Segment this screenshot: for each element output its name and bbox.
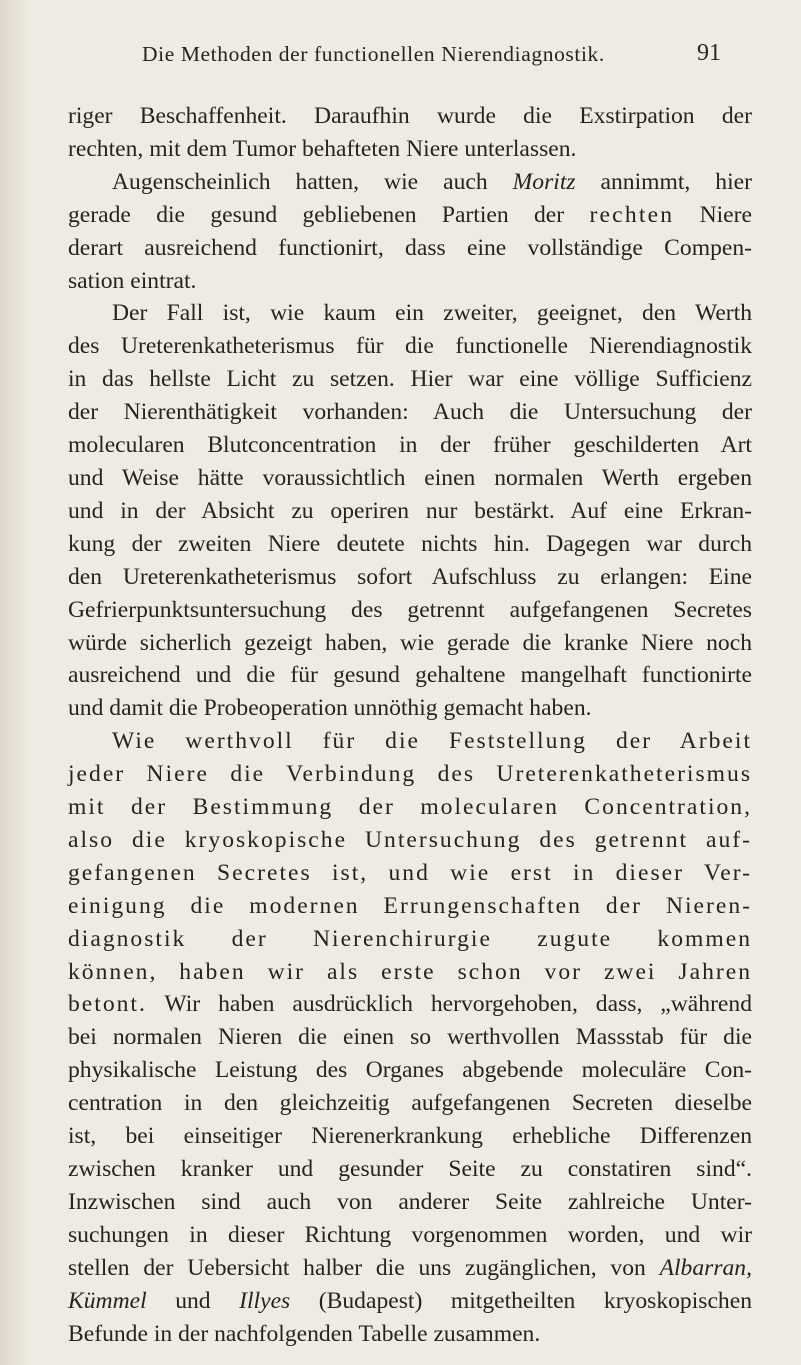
text-line: würde sicherlich gezeigt haben, wie gerade die kranke Niere noch bbox=[68, 629, 752, 656]
running-head: Die Methoden der functionellen Nierendiagnostik. bbox=[142, 42, 605, 66]
text-line: und Weise hätte voraussichtlich einen normalen Werth ergeben bbox=[68, 464, 752, 491]
spaced-text-line: können, haben wir als erste schon vor zwei Jahren bbox=[68, 958, 752, 985]
text-line: und damit die Probeoperation unnöthig gemacht haben. bbox=[68, 695, 592, 722]
spaced-text-line: diagnostik der Nierenchirurgie zugute kommen bbox=[68, 925, 752, 952]
text-line: des Ureterenkatheterismus für die functionelle Nierendiagnostik bbox=[68, 333, 752, 360]
text-line: den Ureterenkatheterismus sofort Aufschluss zu erlangen: Eine bbox=[68, 563, 752, 590]
text-line: rechten, mit dem Tumor behafteten Niere unterlassen. bbox=[68, 135, 577, 162]
text-line: Der Fall ist, wie kaum ein zweiter, geeignet, den Werth bbox=[112, 300, 752, 327]
spaced-text-line: mit der Bestimmung der molecularen Concentration, bbox=[68, 794, 752, 821]
paragraph-1 bbox=[68, 100, 752, 166]
text-line: und in der Absicht zu operiren nur bestärkt. Auf eine Erkran- bbox=[68, 497, 752, 524]
text-line: suchungen in dieser Richtung vorgenommen worden, und wir bbox=[68, 1221, 752, 1248]
paragraph-4 bbox=[68, 725, 752, 1350]
paragraph-2 bbox=[68, 166, 752, 298]
author-name: Albarran, bbox=[659, 1254, 752, 1281]
text-line: ausreichend und die für gesund gehaltene mangelhaft functionirte bbox=[68, 662, 752, 689]
text-line: zwischen kranker und gesunder Seite zu constatiren sind“. bbox=[68, 1156, 752, 1182]
emphasis-spaced: rechten bbox=[589, 201, 675, 228]
page-body bbox=[68, 100, 752, 1350]
spaced-text-line: also die kryoskopische Untersuchung des getrennt auf- bbox=[68, 826, 752, 853]
text-line: Kümmel und Illyes (Budapest) mitgetheilten kryoskopischen bbox=[68, 1287, 752, 1314]
spaced-text-line: gefangenen Secretes ist, und wie erst in dieser Ver- bbox=[68, 859, 752, 886]
text-line: riger Beschaffenheit. Daraufhin wurde die Exstirpation der bbox=[68, 103, 752, 129]
text-line: betont. Wir haben ausdrücklich hervorgehoben, dass, „während bbox=[68, 991, 752, 1018]
author-name: Kümmel bbox=[68, 1287, 147, 1314]
text-line: molecularen Blutconcentration in der früher geschilderten Art bbox=[68, 432, 752, 459]
text-line: in das hellste Licht zu setzen. Hier war eine völlige Sufficienz bbox=[68, 366, 752, 393]
author-name: Moritz bbox=[512, 168, 576, 195]
spaced-text-line: Wie werthvoll für die Feststellung der Arbeit bbox=[112, 728, 752, 755]
spaced-text-line: jeder Niere die Verbindung des Ureterenkatheterismus bbox=[68, 761, 752, 788]
text-line: Augenscheinlich hatten, wie auch Moritz annimmt, hier bbox=[112, 168, 752, 195]
text-line: physikalische Leistung des Organes abgebende moleculäre Con- bbox=[68, 1057, 752, 1084]
text-line: der Nierenthätigkeit vorhanden: Auch die Untersuchung der bbox=[68, 399, 752, 426]
text-line: stellen der Uebersicht halber die uns zugänglichen, von Albarran, bbox=[68, 1254, 752, 1281]
text-line: centration in den gleichzeitig aufgefangenen Secreten dieselbe bbox=[68, 1090, 752, 1117]
text-line: Inzwischen sind auch von anderer Seite zahlreiche Unter- bbox=[68, 1188, 752, 1215]
text-line: ist, bei einseitiger Nierenerkrankung erhebliche Differenzen bbox=[68, 1123, 752, 1150]
page-gutter-shadow bbox=[0, 0, 30, 1365]
text-line: Befunde in der nachfolgenden Tabelle zusammen. bbox=[68, 1320, 541, 1347]
text-line: bei normalen Nieren die einen so werthvollen Massstab für die bbox=[68, 1024, 752, 1051]
page-number: 91 bbox=[697, 40, 721, 66]
text-line: kung der zweiten Niere deutete nichts hin. Dagegen war durch bbox=[68, 530, 752, 557]
text-line: gerade die gesund gebliebenen Partien der rechten Niere bbox=[68, 201, 752, 228]
spaced-text-line: einigung die modernen Errungenschaften der Nieren- bbox=[68, 892, 752, 919]
text-line: derart ausreichend functionirt, dass eine vollständige Compen- bbox=[68, 234, 752, 261]
text-line: Gefrierpunktsuntersuchung des getrennt aufgefangenen Secretes bbox=[68, 596, 752, 623]
page-header bbox=[0, 42, 801, 76]
author-name: Illyes bbox=[239, 1287, 291, 1314]
text-line: sation eintrat. bbox=[68, 267, 197, 294]
paragraph-3 bbox=[68, 297, 752, 725]
